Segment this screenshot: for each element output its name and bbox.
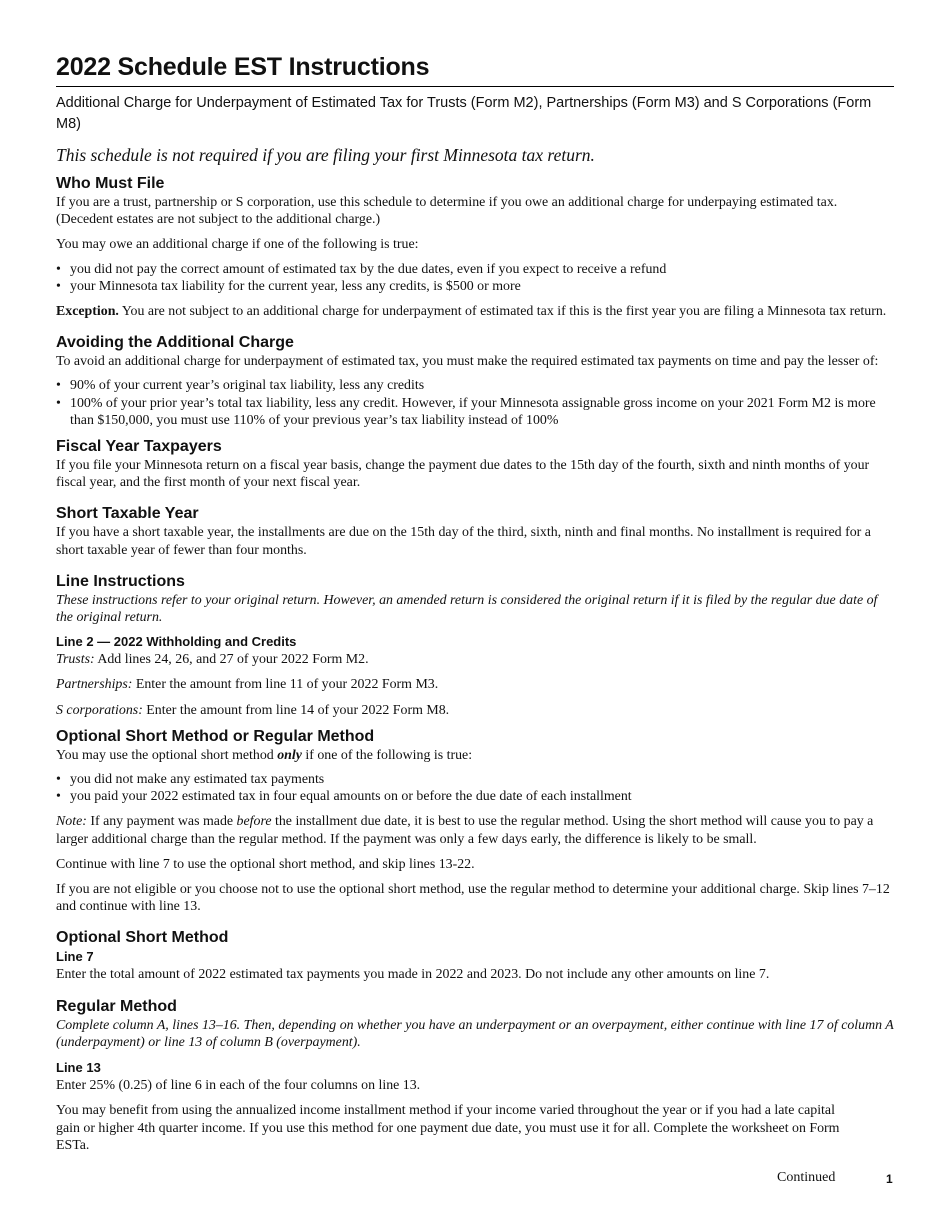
bullet-list xyxy=(56,771,894,805)
subsection-heading: Line 13 xyxy=(56,1060,101,1076)
section-heading: Line Instructions xyxy=(56,572,185,590)
section-regular-method xyxy=(56,996,894,1154)
emphasis: before xyxy=(236,814,272,830)
list-item: • your Minnesota tax liability for the current year, less any credits, is $500 or more xyxy=(56,278,894,295)
text: Enter the amount from line 14 of your 2022 Form M8. xyxy=(142,702,450,718)
note-label: Note: xyxy=(56,814,87,830)
paragraph: Enter 25% (0.25) of line 6 in each of the four columns on line 13. xyxy=(56,1078,421,1094)
exception-label: Exception. xyxy=(56,304,119,320)
lead-note: This schedule is not required if you are filing your first Minnesota tax return. xyxy=(56,145,595,165)
section-fiscal-year xyxy=(56,436,894,491)
paragraph: You may benefit from using the annualized income installment method if your income varied throughout the year or if you had a late capital gain or higher 4th quarter income. If you use this method for one payment due date, you must use it for all. Complete the worksheet on Form ESTa. xyxy=(56,1103,840,1153)
label: Trusts: xyxy=(56,652,95,668)
section-who-must-file xyxy=(56,173,894,320)
paragraph: Continue with line 7 to use the optional short method, and skip lines 13-22. xyxy=(56,856,475,872)
subsection-heading: Line 7 xyxy=(56,949,94,965)
section-optional-or-regular xyxy=(56,726,894,916)
list-item: • you paid your 2022 estimated tax in four equal amounts on or before the due date of each installment xyxy=(56,788,894,805)
text: You may use the optional short method xyxy=(56,747,278,763)
list-item: • you did not make any estimated tax payments xyxy=(56,771,894,788)
paragraph: If you have a short taxable year, the installments are due on the 15th day of the third, sixth, ninth and final months. No installment is required for a short taxable year of fewer than four months. xyxy=(56,525,871,558)
note-paragraph xyxy=(56,813,894,847)
section-heading: Optional Short Method or Regular Method xyxy=(56,727,375,745)
emphasis: only xyxy=(277,747,302,763)
continued-label: Continued xyxy=(777,1170,836,1185)
exception-paragraph xyxy=(56,303,894,320)
paragraph: If you are not eligible or you choose not to use the optional short method, use the regular method to determine your additional charge. Skip lines 7–12 and continue with line 13. xyxy=(56,882,890,915)
paragraph: If you are a trust, partnership or S corporation, use this schedule to determine if you owe an additional charge for underpaying estimated tax. (Decedent estates are not subject to the additional charge.) xyxy=(56,195,838,228)
text: Add lines 24, 26, and 27 of your 2022 Form M2. xyxy=(94,652,369,668)
paragraph xyxy=(56,676,894,693)
page-subtitle: Additional Charge for Underpayment of Estimated Tax for Trusts (Form M2), Partnerships (Form M3) and S Corporations (Form M8) xyxy=(56,95,872,132)
label: Partnerships: xyxy=(56,677,133,693)
text: If any payment was made xyxy=(86,814,237,830)
section-short-year xyxy=(56,503,894,558)
subsection-heading: Line 2 — 2022 Withholding and Credits xyxy=(56,634,297,650)
document-page xyxy=(56,48,894,1154)
text: if one of the following is true: xyxy=(301,747,473,763)
list-item: • 90% of your current year’s original tax liability, less any credits xyxy=(56,377,894,394)
paragraph xyxy=(56,651,894,668)
paragraph: Complete column A, lines 13–16. Then, depending on whether you have an underpayment or an overpayment, either continue with line 17 of column A (underpayment) or line 13 of column B (overpayment). xyxy=(56,1017,894,1050)
section-heading: Avoiding the Additional Charge xyxy=(56,334,294,352)
text: Enter the amount from line 11 of your 2022 Form M3. xyxy=(132,677,439,693)
page-title: 2022 Schedule EST Instructions xyxy=(56,53,430,81)
section-line-instructions xyxy=(56,571,894,626)
section-heading: Optional Short Method xyxy=(56,929,229,947)
section-avoiding-charge xyxy=(56,332,894,429)
list-item: • 100% of your prior year’s total tax liability, less any credit. However, if your Minnesota assignable gross income on your 2021 Form M2 is more than $150,000, you must use 110% of your previous year’s tax liability instead of 100% xyxy=(56,395,894,429)
section-heading: Regular Method xyxy=(56,997,177,1015)
list-item: • you did not pay the correct amount of estimated tax by the due dates, even if you expect to receive a refund xyxy=(56,261,894,278)
paragraph: You may owe an additional charge if one of the following is true: xyxy=(56,237,419,253)
section-heading: Fiscal Year Taxpayers xyxy=(56,438,222,456)
section-heading: Short Taxable Year xyxy=(56,505,199,523)
paragraph: If you file your Minnesota return on a fiscal year basis, change the payment due dates to the 15th day of the fourth, sixth and ninth months of your fiscal year, and the first month of your next fiscal year. xyxy=(56,458,870,491)
paragraph: These instructions refer to your original return. However, an amended return is considered the original return if it is filed by the regular due date of the original return. xyxy=(56,592,878,626)
exception-text: You are not subject to an additional charge for underpayment of estimated tax if this is the first year you are filing a Minnesota tax return. xyxy=(118,304,887,320)
section-heading: Who Must File xyxy=(56,175,165,192)
paragraph xyxy=(56,702,894,719)
page-number: 1 xyxy=(886,1172,893,1186)
title-divider xyxy=(56,86,894,87)
section-line-2 xyxy=(56,633,894,719)
bullet-list xyxy=(56,377,894,429)
bullet-list xyxy=(56,261,894,295)
paragraph: Enter the total amount of 2022 estimated tax payments you made in 2022 and 2023. Do not include any other amounts on line 7. xyxy=(56,967,770,983)
paragraph xyxy=(56,747,894,764)
text: the installment due date, it is best to use the regular method. Using the short method will cause you to pay a larger additional charge than the regular method. If the payment was only a few days early, the difference is likely to be small. xyxy=(56,814,874,847)
section-optional-short xyxy=(56,927,894,983)
paragraph: To avoid an additional charge for underpayment of estimated tax, you must make the required estimated tax payments on time and pay the lesser of: xyxy=(56,354,879,370)
label: S corporations: xyxy=(56,702,143,718)
